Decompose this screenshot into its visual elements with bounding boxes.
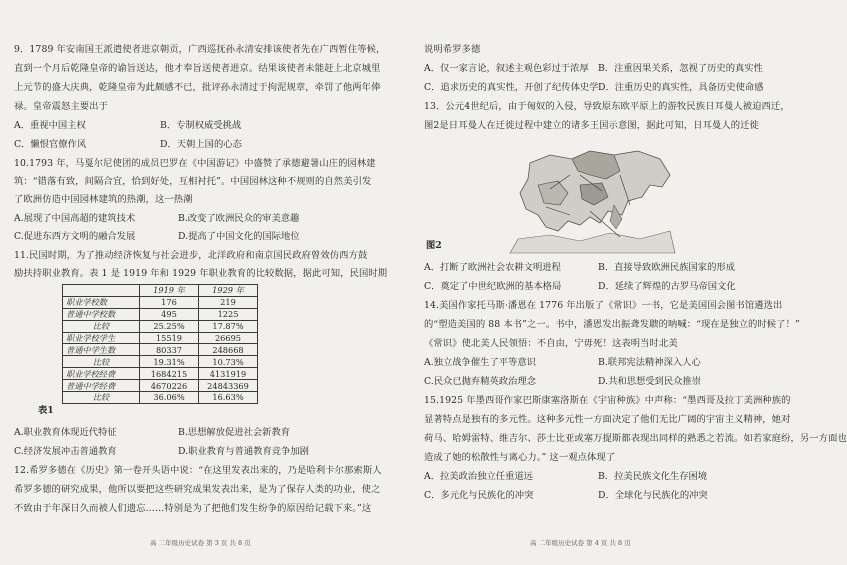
table-row: [63, 296, 258, 308]
table-cell: 176: [140, 296, 199, 308]
figure-2-label: 图2: [426, 240, 442, 251]
q15-option-a[interactable]: A．拉美政治独立任重道远: [424, 471, 533, 482]
table-cell: 普通中学生数: [63, 344, 140, 356]
table-cell: 1225: [199, 308, 258, 320]
q14-line-1: 14.美国作家托马斯·潘恩在 1776 年出版了《常识》一书，它是美国国会图书馆遴选出: [424, 300, 783, 311]
q15-option-c[interactable]: C．多元化与民族化的冲突: [424, 490, 534, 501]
q11-option-c[interactable]: C.经济发展冲击普通教育: [14, 446, 117, 457]
table-cell: 普通中学校数: [63, 308, 140, 320]
q10-option-b[interactable]: B.改变了欧洲民众的审美意趣: [178, 213, 300, 224]
table-row: [63, 308, 258, 320]
table-cell: 17.87%: [199, 320, 258, 332]
table-cell: 比较: [63, 356, 140, 368]
table-row: [63, 320, 258, 332]
q9-line-1: 9．1789 年安南国王派遣使者进京朝贡，广西巡抚孙永清安排该使者先在广西暂住等候，: [14, 44, 386, 55]
q11-option-d[interactable]: D.职业教育与普通教育竞争加剧: [178, 446, 309, 457]
q14-line-2: 的“塑造美国的 88 本书”之一。书中，潘恩发出振聋发聩的呐喊：“现在是独立的时候了！”: [424, 319, 800, 330]
q12-option-b[interactable]: B．注重因果关系，忽视了历史的真实性: [598, 63, 763, 74]
table-cell: 36.06%: [140, 392, 199, 404]
q15-option-d[interactable]: D．全球化与民族化的冲突: [598, 490, 708, 501]
q11-option-b[interactable]: B.思想解放促进社会新教育: [178, 427, 291, 438]
q14-line-3: 《常识》使北美人民领悟：不自由，宁毋死！这表明当时北美: [424, 338, 678, 349]
q14-option-c[interactable]: C.民众已抛弃精英政治理念: [424, 376, 537, 387]
q13-option-b[interactable]: B．直接导致欧洲民族国家的形成: [598, 262, 735, 273]
q14-option-b[interactable]: B.联邦宪法精神深入人心: [598, 357, 701, 368]
q9-option-c[interactable]: C．懒恨官僚作风: [14, 139, 87, 150]
table-header-cell: 1919 年: [140, 285, 199, 297]
q12-option-c[interactable]: C．追求历史的真实性，开创了纪传体史学: [424, 82, 599, 93]
table-header-row: [63, 285, 258, 297]
q12-line-1: 12.希罗多德在《历史》第一卷开头语中说：“在这里发表出来的，乃是哈利卡尔那索斯人: [14, 465, 382, 476]
q9-option-b[interactable]: B．专制权威受挑战: [160, 120, 242, 131]
q10-line-1: 10.1793 年，马戛尔尼使团的成员巴罗在《中国游记》中盛赞了承德避暑山庄的园林建: [14, 158, 376, 169]
table-row: [63, 344, 258, 356]
vocational-education-table: [62, 284, 258, 404]
table-row: [63, 332, 258, 344]
germanic-kingdoms-map: [510, 145, 675, 253]
q9-option-a[interactable]: A．重视中国主权: [14, 120, 86, 131]
q9-option-d[interactable]: D．天朝上国的心态: [160, 139, 242, 150]
table-cell: 1684215: [140, 368, 199, 380]
table-cell: 24843369: [199, 380, 258, 392]
table-cell: 19.31%: [140, 356, 199, 368]
right-page: [400, 0, 800, 565]
table-cell: 比较: [63, 392, 140, 404]
q13-line-2: 图2是日耳曼人在迁徙过程中建立的诸多王国示意图，据此可知，日耳曼人的迁徙: [424, 120, 759, 131]
q15-line-1: 15.1925 年墨西哥作家巴斯康塞洛斯在《宇宙种族》中声称：“墨西哥及拉丁美洲种族的: [424, 395, 791, 406]
left-footer: 高 二年级历史试卷 第 3 页 共 8 页: [150, 539, 251, 547]
q10-option-c[interactable]: C.促进东西方文明的融合发展: [14, 231, 136, 242]
table-cell: 4670226: [140, 380, 199, 392]
table-row: [63, 380, 258, 392]
q10-option-d[interactable]: D.提高了中国文化的国际地位: [178, 231, 300, 242]
table-cell: 26695: [199, 332, 258, 344]
table-cell: 10.73%: [199, 356, 258, 368]
left-page: [0, 0, 400, 565]
table-cell: 16.63%: [199, 392, 258, 404]
q12-line-3: 不致由于年深日久而被人们遗忘……特别是为了把他们发生纷争的原因给记载下来。”这: [14, 503, 372, 514]
table-1: [62, 284, 258, 404]
q15-option-b[interactable]: B．拉美民族文化生存困境: [598, 471, 708, 482]
right-footer: 高 二年级历史试卷 第 4 页 共 8 页: [530, 539, 631, 547]
q9-line-4: 禄。皇帝震怒主要出于: [14, 101, 108, 112]
table-cell: 4131919: [199, 368, 258, 380]
table-header-cell: 1929 年: [199, 285, 258, 297]
table-cell: 比较: [63, 320, 140, 332]
table-cell: 普通中学经费: [63, 380, 140, 392]
q12-option-a[interactable]: A．仅一家言论，叙述主观色彩过于浓厚: [424, 63, 589, 74]
q14-option-a[interactable]: A.独立战争催生了平等意识: [424, 357, 536, 368]
table-cell: 职业学校经费: [63, 368, 140, 380]
q11-line-1: 11.民国时期，为了推动经济恢复与社会进步，北洋政府和南京国民政府曾效仿西方鼓: [14, 250, 368, 261]
q12-continued: 说明希罗多德: [424, 44, 481, 55]
q15-line-2: 显著特点是独有的多元性。这种多元性一方面决定了他们无比广阔的宇宙主义精神，她对: [424, 414, 791, 425]
table-cell: 职业学校学生: [63, 332, 140, 344]
q13-option-a[interactable]: A．打断了欧洲社会农耕文明进程: [424, 262, 561, 273]
table-cell: 248668: [199, 344, 258, 356]
q12-option-d[interactable]: D．注重历史的真实性，具备历史使命感: [598, 82, 764, 93]
table-cell: 80337: [140, 344, 199, 356]
table-row: [63, 392, 258, 404]
table-cell: 219: [199, 296, 258, 308]
table-1-label: 表1: [38, 405, 54, 416]
table-cell: 职业学校数: [63, 296, 140, 308]
q10-line-3: 了欧洲仿造中国园林建筑的热潮，这一热潮: [14, 194, 193, 205]
table-cell: 495: [140, 308, 199, 320]
q9-line-3: 上元节的盛大庆典，乾隆皇帝为此颇感不已，批评孙永清过于拘泥规章，牵罚了他两年俸: [14, 82, 381, 93]
q11-option-a[interactable]: A.职业教育体现近代特征: [14, 427, 117, 438]
q14-option-d[interactable]: D.共和思想受到民众推崇: [598, 376, 702, 387]
q9-line-2: 直到一个月后乾隆皇帝的谕旨送达，他才奉旨送使者进京。结果该使者未能赶上北京城里: [14, 63, 381, 74]
table-cell: 15519: [140, 332, 199, 344]
q13-option-c[interactable]: C．奠定了中世纪欧洲的基本格局: [424, 281, 562, 292]
table-row: [63, 356, 258, 368]
q13-option-d[interactable]: D．延续了辉煌的古罗马帝国文化: [598, 281, 736, 292]
table-cell: 25.25%: [140, 320, 199, 332]
q11-line-2: 励扶持职业教育。表 1 是 1919 年和 1929 年职业教育的比较数据，据此可知，民国时期: [14, 268, 388, 279]
q12-line-2: 希罗多德的研究成果，他所以要把这些研究成果发表出来，是为了保存人类的功业，使之: [14, 484, 381, 495]
q10-line-2: 筑：“错落有致，间隔合宜，恰到好处，互相衬托”。中国园林这种不规则的自然美引发: [14, 176, 372, 187]
table-row: [63, 368, 258, 380]
q10-option-a[interactable]: A.展现了中国高超的建筑技术: [14, 213, 136, 224]
table-header-cell: [63, 285, 140, 297]
q13-line-1: 13．公元4世纪后，由于匈奴的入侵，导致原东欧平原上的游牧民族日耳曼人被迫西迁，: [424, 101, 790, 112]
q15-line-3: 荷马、哈姆雷特、维吉尔、莎士比亚或塞万提斯都表现出同样的熟悉之若流。如若家庭纷，另一方面也: [424, 433, 847, 444]
q15-line-4: 造成了她的松散性与离心力。” 这一观点体现了: [424, 452, 616, 463]
